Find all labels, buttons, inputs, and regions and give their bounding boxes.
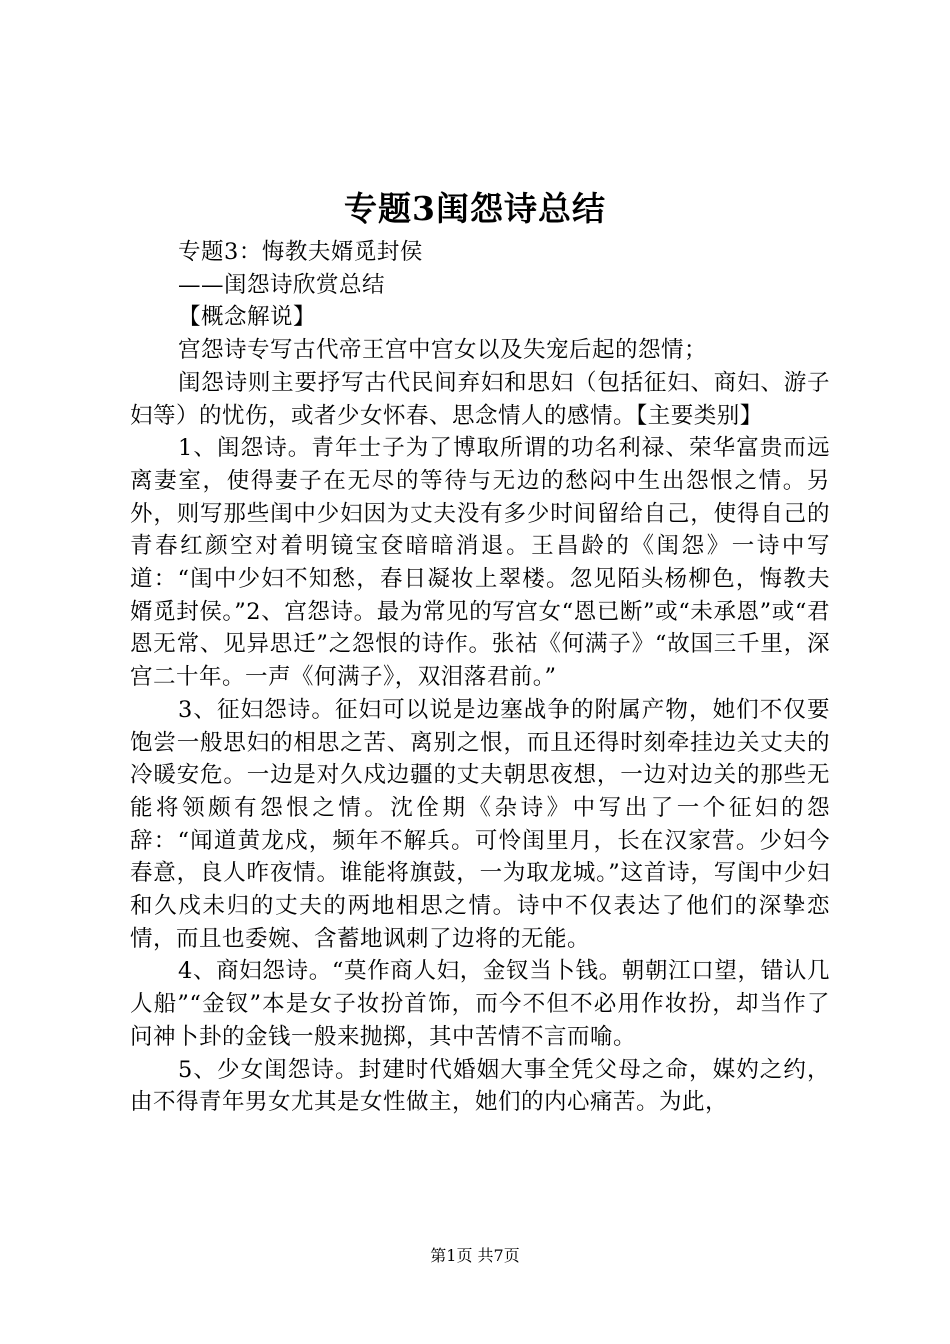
section-heading: 【概念解说】 xyxy=(178,304,317,331)
paragraph-gongyuan-definition: 宫怨诗专写古代帝王宫中宫女以及失宠后起的怨情； xyxy=(178,337,708,364)
page-footer: 第1页 共7页 xyxy=(430,1246,520,1265)
document-title: 专题3闺怨诗总结 xyxy=(344,189,606,228)
paragraph-guiyuan-definition: 闺怨诗则主要抒写古代民间弃妇和思妇（包括征妇、商妇、游子妇等）的忧伤，或者少女怀春、思念情人的感情。【主要类别】 xyxy=(130,369,830,429)
paragraph-category-3: 3、征妇怨诗。征妇可以说是边塞战争的附属产物，她们不仅要饱尝一般思妇的相思之苦、离别之恨，而且还得时刻牵挂边关丈夫的冷暖安危。一边是对久戍边疆的丈夫朝思夜想，一边对边关的那些无能将领颇有怨恨之情。沈佺期《杂诗》中写出了一个征妇的怨辞：“闻道黄龙戍，频年不解兵。可怜闺里月，长在汉家营。少妇今春意，良人昨夜情。谁能将旗鼓，一为取龙城。”这首诗，写闺中少妇和久戍未归的丈夫的两地相思之情。诗中不仅表达了他们的深挚恋情，而且也委婉、含蓄地讽刺了边将的无能。 xyxy=(130,696,830,952)
document-body xyxy=(130,236,830,1119)
paragraph-category-4: 4、商妇怨诗。“莫作商人妇，金钗当卜钱。朝朝江口望，错认几人船”“金钗”本是女子妆扮首饰，而今不但不必用作妆扮，却当作了问神卜卦的金钱一般来抛掷，其中苦情不言而喻。 xyxy=(130,958,830,1050)
subtitle-dash-line: ——闺怨诗欣赏总结 xyxy=(178,271,386,298)
paragraph-category-1-2: 1、闺怨诗。青年士子为了博取所谓的功名利禄、荣华富贵而远离妻室，使得妻子在无尽的等待与无边的愁闷中生出怨恨之情。另外，则写那些闺中少妇因为丈夫没有多少时间留给自己，使得自己的青春红颜空对着明镜宝奁暗暗消退。王昌龄的《闺怨》一诗中写道：“闺中少妇不知愁，春日凝妆上翠楼。忽见陌头杨柳色，悔教夫婿觅封侯。”2、宫怨诗。最为常见的写宫女“恩已断”或“未承恩”或“君恩无常、见异思迁”之怨恨的诗作。张祜《何满子》“故国三千里，深宫二十年。一声《何满子》，双泪落君前。” xyxy=(130,435,830,691)
subtitle-line: 专题3：悔教夫婿觅封侯 xyxy=(178,239,423,265)
paragraph-category-5: 5、少女闺怨诗。封建时代婚姻大事全凭父母之命，媒妁之约，由不得青年男女尤其是女性做主，她们的内心痛苦。为此， xyxy=(130,1056,830,1116)
